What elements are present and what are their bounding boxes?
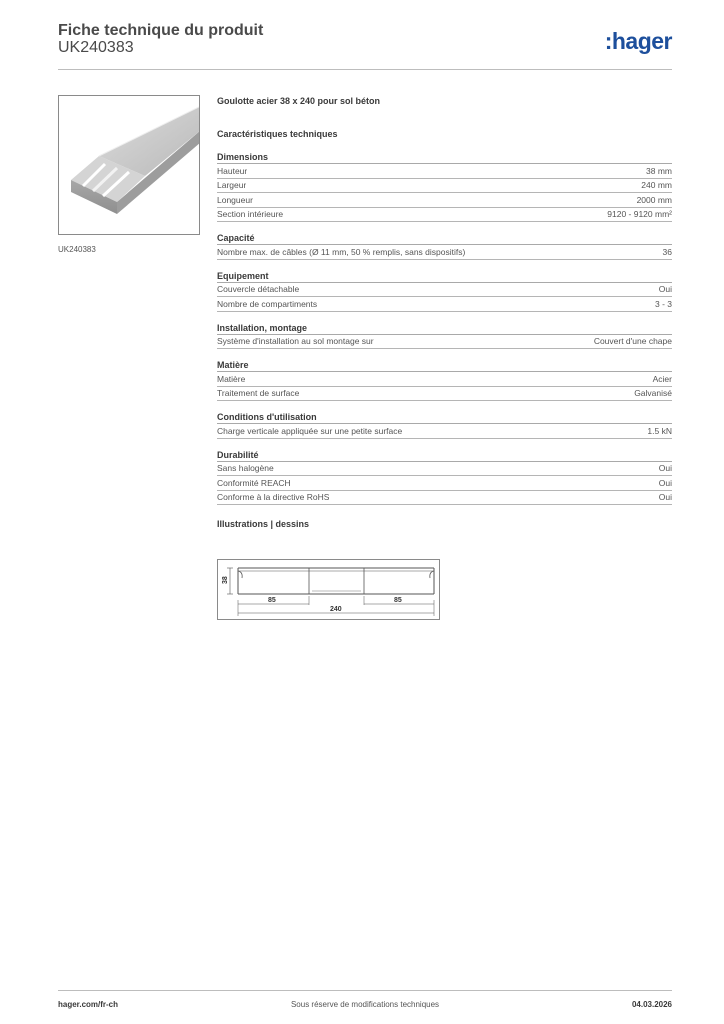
spec-row <box>217 193 672 208</box>
hager-logo: :hager <box>604 28 672 54</box>
spec-row <box>217 424 672 439</box>
section-installation <box>217 323 672 350</box>
spec-value: Oui <box>658 463 672 474</box>
section-matiere <box>217 360 672 401</box>
spec-value: Galvanisé <box>634 388 672 399</box>
document-date: 04.03.2026 <box>631 1000 672 1009</box>
spec-label: Conformité REACH <box>217 477 291 488</box>
spec-label: Section intérieure <box>217 209 284 220</box>
spec-label: Nombre max. de câbles (Ø 11 mm, 50 % remplis, sans dispositifs) <box>217 246 466 257</box>
spec-value: Oui <box>658 492 672 503</box>
document-title: Fiche technique du produit <box>58 22 264 39</box>
spec-value: Couvert d'une chape <box>593 336 672 347</box>
illustrations-heading: Illustrations | dessins <box>217 519 310 529</box>
spec-value: 1.5 kN <box>647 425 672 436</box>
spec-label: Système d'installation au sol montage sur <box>217 336 374 347</box>
spec-value: 3 - 3 <box>654 298 672 309</box>
section-title: Conditions d'utilisation <box>217 412 672 424</box>
cable-duct-picture <box>59 96 200 235</box>
section-capacite <box>217 233 672 260</box>
section-title: Capacité <box>217 233 672 245</box>
page-header <box>58 22 672 70</box>
spec-label: Largeur <box>217 180 247 191</box>
dim-right-label: 85 <box>394 597 402 604</box>
spec-label: Couvercle détachable <box>217 284 300 295</box>
spec-row <box>217 372 672 387</box>
spec-content <box>217 96 672 533</box>
image-caption: UK240383 <box>58 245 96 254</box>
spec-label: Longueur <box>217 194 253 205</box>
product-code: UK240383 <box>58 39 134 56</box>
spec-row <box>217 491 672 506</box>
dim-left-label: 85 <box>268 597 276 604</box>
section-durabilite <box>217 450 672 506</box>
spec-row <box>217 179 672 194</box>
spec-label: Hauteur <box>217 165 248 176</box>
product-name: Goulotte acier 38 x 240 pour sol béton <box>217 96 381 106</box>
section-dimensions <box>217 152 672 222</box>
spec-value: 36 <box>662 246 672 257</box>
spec-label: Sans halogène <box>217 463 274 474</box>
section-title: Equipement <box>217 271 672 283</box>
spec-row <box>217 335 672 350</box>
duct-cross-section-drawing <box>218 560 439 619</box>
spec-row <box>217 283 672 298</box>
spec-label: Traitement de surface <box>217 388 300 399</box>
product-image <box>58 95 200 235</box>
section-title: Dimensions <box>217 152 672 164</box>
spec-row <box>217 164 672 179</box>
section-conditions <box>217 412 672 439</box>
spec-value: 240 mm <box>641 180 672 191</box>
section-title: Matière <box>217 360 672 372</box>
spec-value: 38 mm <box>646 165 672 176</box>
tech-characteristics-heading: Caractéristiques techniques <box>217 129 338 139</box>
spec-row <box>217 476 672 491</box>
spec-row <box>217 208 672 223</box>
spec-label: Nombre de compartiments <box>217 298 318 309</box>
disclaimer: Sous réserve de modifications techniques <box>290 1000 440 1009</box>
dim-total-label: 240 <box>330 606 342 613</box>
spec-value: Oui <box>658 477 672 488</box>
spec-row <box>217 245 672 260</box>
section-title: Durabilité <box>217 450 672 462</box>
technical-drawing <box>217 559 440 620</box>
spec-label: Charge verticale appliquée sur une petite surface <box>217 425 403 436</box>
section-equipement <box>217 271 672 312</box>
spec-value: 2000 mm <box>636 194 672 205</box>
spec-row <box>217 387 672 402</box>
spec-value: Oui <box>658 284 672 295</box>
page-footer <box>58 990 672 1016</box>
spec-value: 9120 - 9120 mm² <box>607 209 672 220</box>
section-title: Installation, montage <box>217 323 672 335</box>
spec-value: Acier <box>652 373 672 384</box>
spec-row <box>217 297 672 312</box>
spec-label: Matière <box>217 373 246 384</box>
website-link[interactable]: hager.com/fr-ch <box>58 1000 119 1009</box>
spec-row <box>217 462 672 477</box>
spec-label: Conforme à la directive RoHS <box>217 492 330 503</box>
dim-height-label: 38 <box>222 576 229 584</box>
